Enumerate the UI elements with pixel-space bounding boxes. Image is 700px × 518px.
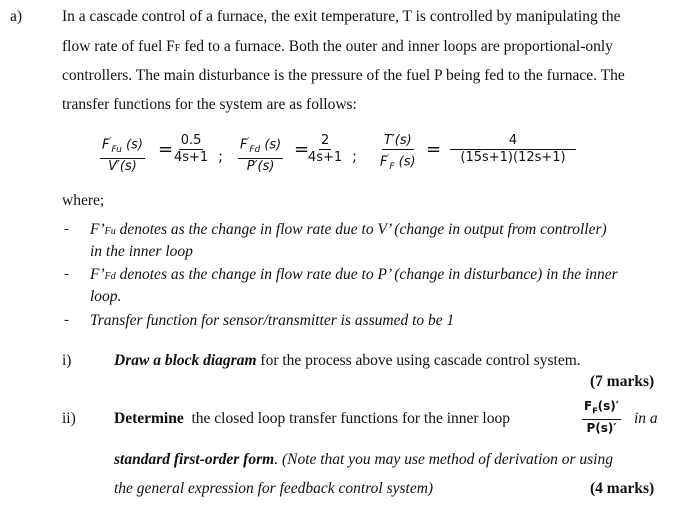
part-ii-line-3: the general expression for feedback control system) (114, 480, 434, 497)
part-i-marks: (7 marks) (590, 373, 655, 390)
where-label: where; (62, 192, 105, 209)
part-i-text: Draw a block diagram for the process above using cascade control system. (114, 352, 581, 369)
part-i-label: i) (62, 352, 72, 369)
eq3-lhs: $\frac{T'(s)}{F'_F (s)}$ (380, 133, 416, 172)
bullet-2-line-2: loop. (90, 288, 122, 305)
question-label: a) (10, 8, 23, 25)
part-ii-label: ii) (62, 410, 76, 427)
intro-line-3: controllers. The main disturbance is the pressure of the fuel P being fed to the furnace. The (62, 67, 625, 84)
eq1-lhs: $\frac{F'_{Fu} (s)}{V'(s)}$ (100, 133, 145, 175)
bullet-1-line-2: in the inner loop (90, 243, 193, 260)
intro-line-2: flow rate of fuel FF fed to a furnace. Both the outer and inner loops are proportional-only (62, 38, 613, 55)
part-ii-tail: in a (634, 410, 658, 427)
intro-line-4: transfer functions for the system are as follows: (62, 96, 357, 113)
eq1-rhs: $\frac{0.5}{4s+1}$ (174, 133, 209, 165)
bullet-3-line-1: Transfer function for sensor/transmitter is assumed to be 1 (90, 312, 455, 329)
eq2-lhs: $\frac{F'_{Fd} (s)}{P'(s)}$ (238, 133, 283, 175)
eq3-rhs: $\frac{4}{(15s+1)(12s+1)}$ (450, 133, 576, 166)
part-ii-line-2: standard first-order form. (Note that you may use method of derivation or using (114, 451, 613, 468)
part-ii-text: Determine the closed loop transfer functions for the inner loop (114, 410, 510, 427)
part-ii-fraction: $\frac{F_F(s)'}{P(s)'}$ (584, 399, 619, 436)
bullet-1-line-1: F’Fu denotes as the change in flow rate due to V’ (change in output from controller) (90, 221, 607, 238)
intro-line-1: In a cascade control of a furnace, the exit temperature, T is controlled by manipulating the (62, 8, 621, 25)
part-ii-marks: (4 marks) (590, 480, 655, 497)
eq2-rhs: $\frac{2}{4s+1}$ (308, 133, 343, 165)
bullet-2-line-1: F’Fd denotes as the change in flow rate due to P’ (change in disturbance) in the inner (90, 266, 618, 283)
